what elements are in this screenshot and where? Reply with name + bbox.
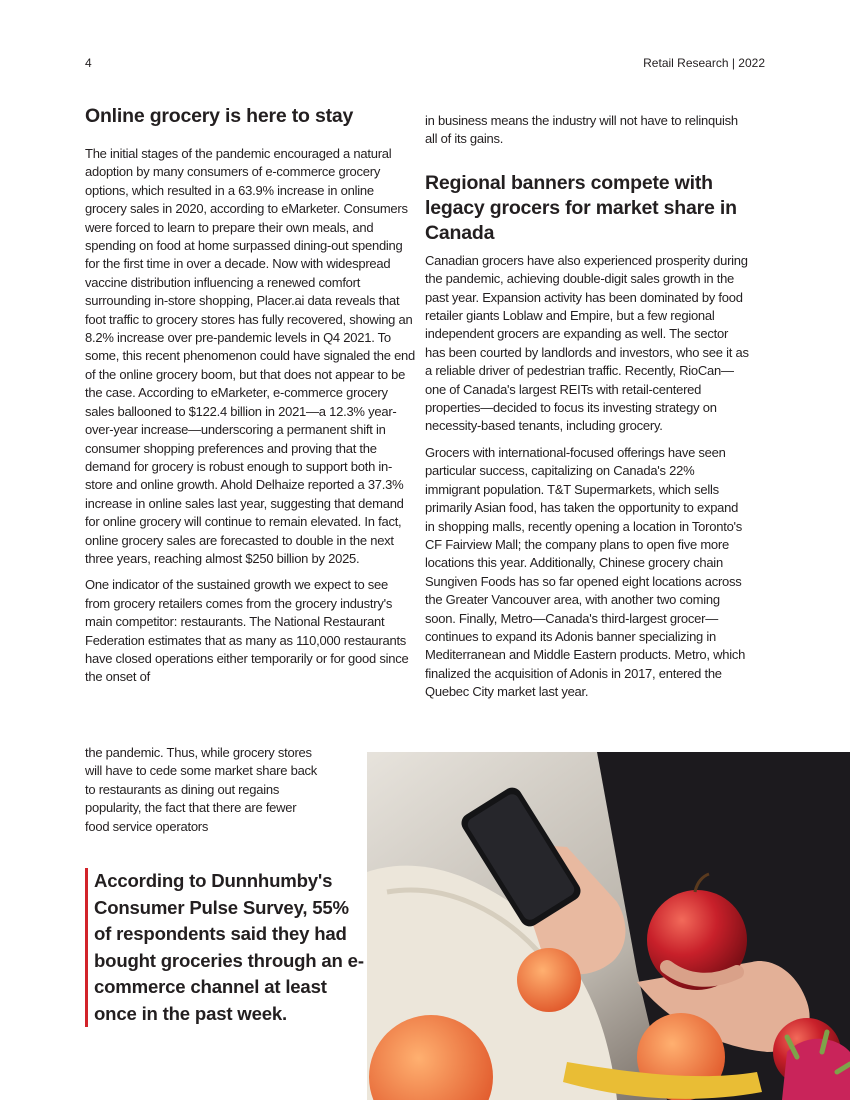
grocery-photo bbox=[367, 752, 850, 1100]
pull-quote: According to Dunnhumby's Consumer Pulse Survey, 55% of respondents said they had bought groceries through an e-commerce channel at least once in the past week. bbox=[85, 868, 369, 1027]
section-heading-regional-banners: Regional banners compete with legacy grocers for market share in Canada bbox=[425, 171, 737, 244]
running-header: Retail Research | 2022 bbox=[643, 56, 765, 70]
body-paragraph-continued: the pandemic. Thus, while grocery stores will have to cede some market share back to restaurants as dining out regains popularity, the fact that there are fewer food service operators bbox=[85, 745, 318, 834]
page-number: 4 bbox=[85, 56, 92, 70]
left-column bbox=[85, 104, 415, 695]
body-paragraph-continued: in business means the industry will not have to relinquish all of its gains. bbox=[425, 113, 738, 147]
section-heading-online-grocery: Online grocery is here to stay bbox=[85, 105, 354, 127]
body-paragraph: The initial stages of the pandemic encouraged a natural adoption by many consumers of e-commerce grocery options, which resulted in a 63.9% increase in online grocery sales in 2020, according to eMarketer. Consumers were forced to learn to prepare their own meals, and spending on food at home surpassed dining-out spending for the first time in over a decade. Now with widespread vaccine distribution influencing a renewed comfort surrounding in-store shopping, Placer.ai data reveals that foot traffic to grocery stores has fully recovered, showing an 8.2% increase over pre-pandemic levels in Q4 2021. To some, this recent phenomenon could have signaled the end of the online grocery boom, but that does not appear to be the case. According to eMarketer, e-commerce grocery sales ballooned to $122.4 billion in 2021—a 12.3% year-over-year increase—underscoring a permanent shift in consumer shopping preferences and proving that the demand for grocery is robust enough to support both in-store and online growth. Ahold Delhaize reported a 37.3% increase in online sales last year, suggesting that demand for online grocery will continue to remain elevated. In fact, online grocery sales are forecasted to double in the next three years, reaching almost $250 billion by 2025. bbox=[85, 146, 416, 566]
body-paragraph: One indicator of the sustained growth we expect to see from grocery retailers comes from the grocery industry's main competitor: restaurants. The National Restaurant Federation estimates that as many as 110,000 restaurants have closed operations either temporarily or for good since the onset of bbox=[85, 577, 409, 685]
body-paragraph: Canadian grocers have also experienced prosperity during the pandemic, achieving double-digit sales growth in the past year. Expansion activity has been dominated by food retailer giants Loblaw and Empire, but a few regional independent grocers are expanding as well. The sector has been courted by landlords and investors, who see it as a reliable driver of pedestrian traffic. Recently, RioCan—one of Canada's largest REITs with retail-centered properties—decided to focus its investing strategy on necessity-based tenants, including grocery. bbox=[425, 252, 749, 434]
right-column bbox=[425, 112, 750, 710]
body-paragraph: Grocers with international-focused offerings have seen particular success, capitalizing on Canada's 22% immigrant population. T&T Supermarkets, which sells primarily Asian food, has taken the opportunity to expand in shopping malls, recently opening a location in Toronto's CF Fairview Mall; the company plans to open five more locations this year. Additionally, Chinese grocery chain Sungiven Foods has so far opened eight locations across the Greater Vancouver area, with another two coming soon. Finally, Metro—Canada's third-largest grocer—continues to expand its Adonis banner specializing in Mediterranean and Middle Eastern products. Metro, which finalized the acquisition of Adonis in 2017, entered the Quebec City market last year. bbox=[425, 444, 746, 700]
left-column-continuation bbox=[85, 744, 320, 836]
